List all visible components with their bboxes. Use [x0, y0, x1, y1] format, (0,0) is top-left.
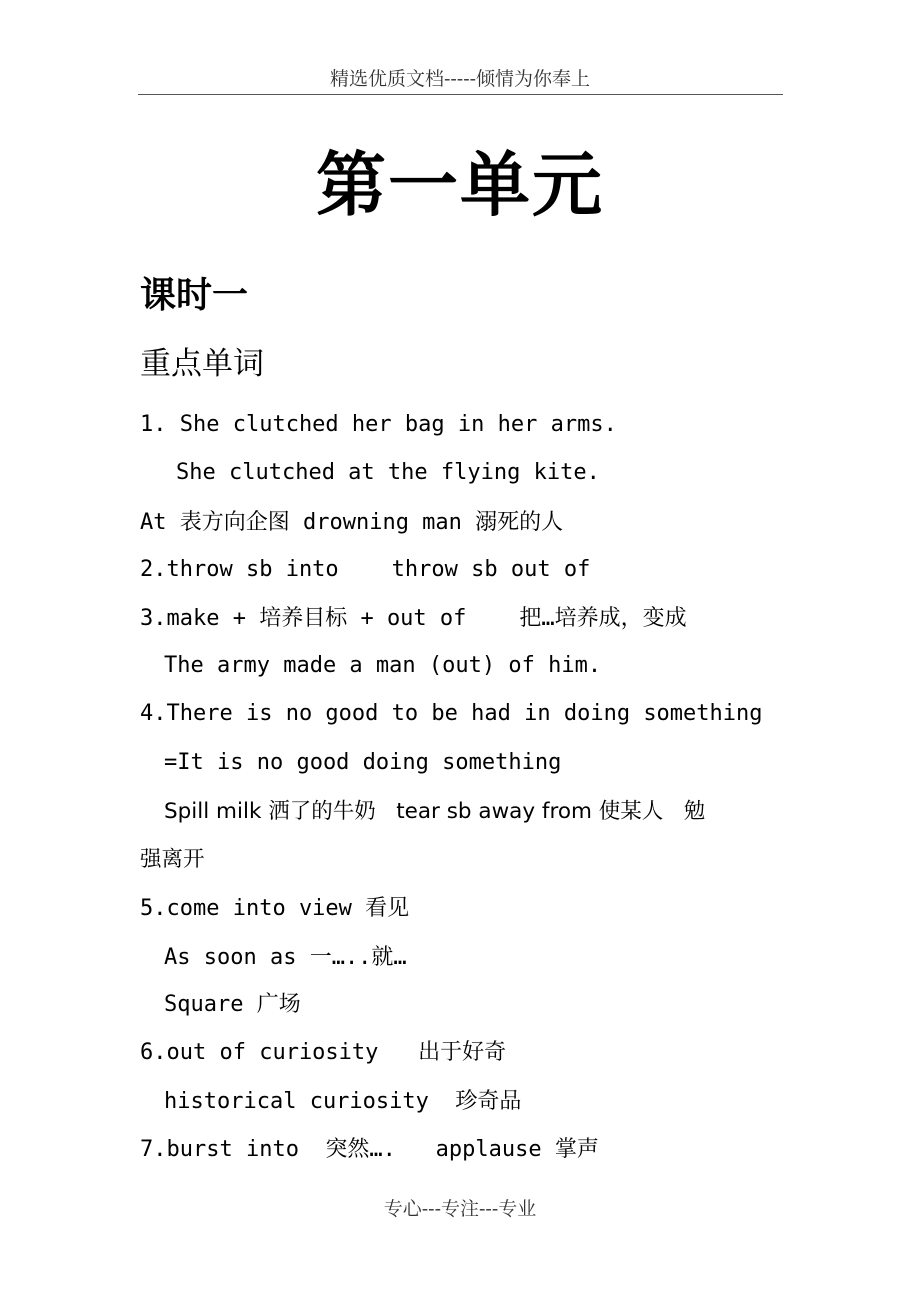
header-divider [138, 94, 783, 95]
lesson-heading: 课时一 [140, 275, 249, 316]
text-line: 4.There is no good to be had in doing something [140, 701, 763, 726]
text-line: 2.throw sb into throw sb out of [140, 557, 591, 582]
text-line: As soon as 一…..就… [164, 945, 407, 970]
text-line: At 表方向企图 drowning man 溺死的人 [140, 510, 564, 535]
page-footer: 专心---专注---专业 [383, 1198, 537, 1220]
text-line: 3.make + 培养目标 + out of 把…培养成，变成 [140, 606, 687, 631]
text-line: The army made a man (out) of him. [164, 653, 602, 678]
text-line: 5.come into view 看见 [140, 896, 410, 921]
text-line: 强离开 [140, 847, 205, 872]
text-line: 1. She clutched her bag in her arms. [140, 412, 617, 437]
text-line: She clutched at the flying kite. [176, 460, 600, 485]
page-header: 精选优质文档-----倾情为你奉上 [329, 68, 591, 90]
text-line: 6.out of curiosity 出于好奇 [140, 1040, 507, 1065]
text-line: 7.burst into 突然…. applause 掌声 [140, 1137, 599, 1162]
text-line: historical curiosity 珍奇品 [164, 1089, 522, 1114]
section-heading: 重点单词 [140, 346, 264, 382]
text-line: =It is no good doing something [164, 750, 562, 775]
unit-title: 第一单元 [316, 144, 604, 226]
text-line: Spill milk 洒了的牛奶 tear sb away from 使某人 勉 [164, 799, 706, 824]
text-line: Square 广场 [164, 992, 301, 1017]
